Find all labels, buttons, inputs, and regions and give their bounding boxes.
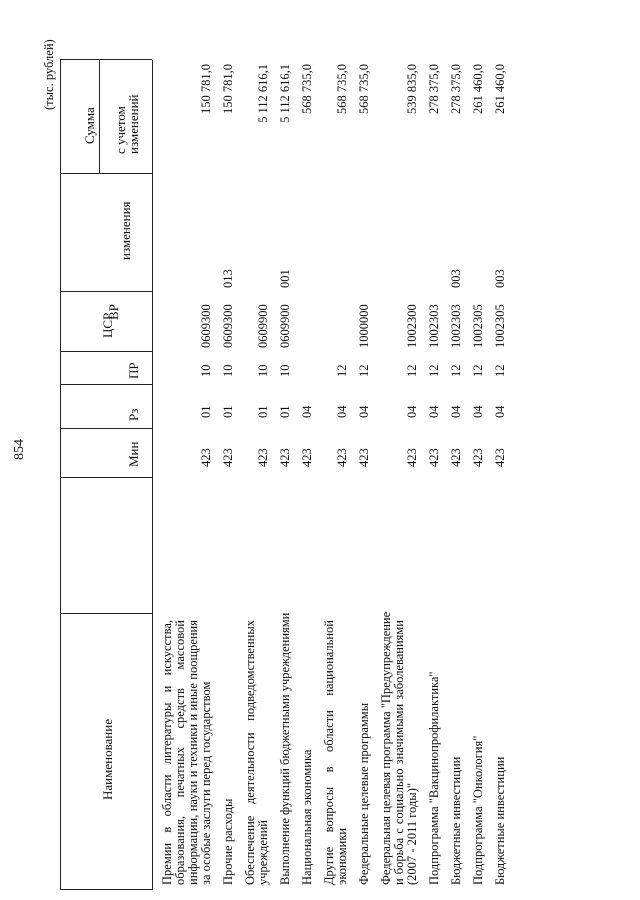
row-pr: 10 xyxy=(221,364,235,377)
row-name-line: Прочие расходы xyxy=(221,798,235,885)
row-total: 278 375,0 xyxy=(427,64,441,114)
header-min: Мин xyxy=(126,441,141,467)
row-name-line: Другие вопросы в области национальной xyxy=(322,620,336,885)
row-pr: 12 xyxy=(471,364,485,377)
row-csr: 1002300 xyxy=(405,304,419,348)
row-vr: 003 xyxy=(449,269,463,288)
units-label: (тыс. рублей) xyxy=(42,39,56,110)
row-pr: 12 xyxy=(357,364,371,377)
row-name xyxy=(450,620,463,885)
row-name xyxy=(222,620,235,885)
row-pr: 12 xyxy=(449,364,463,377)
row-name-line: Премии в области литературы и искусства, xyxy=(160,620,174,885)
row-name-line: учреждений xyxy=(256,820,270,885)
header-change: изменения xyxy=(118,201,133,260)
row-pr: 12 xyxy=(493,364,507,377)
row-name-line: Федеральная целевая программа "Предупреждение xyxy=(379,611,393,885)
header-with-change: с учетом изменений xyxy=(113,94,141,154)
row-total: 568 735,0 xyxy=(335,64,349,114)
row-total: 261 460,0 xyxy=(493,64,507,114)
page-number: 854 xyxy=(12,439,27,460)
row-min: 423 xyxy=(405,448,419,467)
row-csr: 1002305 xyxy=(471,304,485,348)
row-csr: 1000000 xyxy=(357,304,371,348)
row-name xyxy=(161,620,213,885)
row-csr: 1002303 xyxy=(427,304,441,348)
row-total: 539 835,0 xyxy=(405,64,419,114)
row-name-line: и борьба с социально значимыми заболеваниями xyxy=(392,620,406,885)
row-rz: 04 xyxy=(427,405,441,418)
row-name-line: Национальная экономика xyxy=(300,749,314,885)
row-pr: 12 xyxy=(405,364,419,377)
row-vr: 001 xyxy=(278,269,292,288)
row-min: 423 xyxy=(256,448,270,467)
row-total: 568 735,0 xyxy=(300,64,314,114)
row-name xyxy=(494,620,507,885)
row-name-line: Бюджетные инвестиции xyxy=(493,756,507,885)
row-total: 261 460,0 xyxy=(471,64,485,114)
row-min: 423 xyxy=(221,448,235,467)
row-min: 423 xyxy=(199,448,213,467)
row-name xyxy=(379,611,419,885)
row-csr: 0609300 xyxy=(199,304,213,348)
header-rz: Рз xyxy=(126,408,141,421)
row-rz: 01 xyxy=(278,405,292,418)
header-pr: ПР xyxy=(126,362,141,379)
row-name-line: (2007 - 2011 годы)" xyxy=(405,783,419,885)
row-name xyxy=(323,620,349,885)
header-vr: ВР xyxy=(106,304,121,320)
header-csr: ЦСР xyxy=(100,312,115,338)
header-name: Наименование xyxy=(100,719,115,800)
row-total: 278 375,0 xyxy=(449,64,463,114)
row-name xyxy=(278,612,292,885)
row-min: 423 xyxy=(449,448,463,467)
row-min: 423 xyxy=(335,448,349,467)
row-name-line: образования, печатных средств массовой xyxy=(173,620,187,885)
row-csr: 0609300 xyxy=(221,304,235,348)
row-csr: 0609900 xyxy=(256,304,270,348)
row-total: 150 781,0 xyxy=(221,64,235,114)
row-name xyxy=(472,620,485,885)
row-name-line: информации, науки и техники и иные поощрения xyxy=(186,620,200,885)
row-total: 150 781,0 xyxy=(199,64,213,114)
row-rz: 04 xyxy=(449,405,463,418)
row-name-line: экономики xyxy=(335,827,349,885)
row-total: 5 112 616,1 xyxy=(256,64,270,123)
row-name-line: Обеспечение деятельности подведомственных xyxy=(243,620,257,885)
row-csr: 1002303 xyxy=(449,304,463,348)
row-pr: 12 xyxy=(427,364,441,377)
row-min: 423 xyxy=(278,448,292,467)
row-rz: 01 xyxy=(221,405,235,418)
row-total: 5 112 616,1 xyxy=(278,64,292,123)
row-total: 568 735,0 xyxy=(357,64,371,114)
row-name-line: Подпрограмма "Онкология" xyxy=(471,735,485,885)
row-csr: 1002305 xyxy=(493,304,507,348)
row-name-line: Подпрограмма "Вакцинопрофилактика" xyxy=(427,671,441,885)
row-rz: 04 xyxy=(405,405,419,418)
row-min: 423 xyxy=(493,448,507,467)
row-min: 423 xyxy=(427,448,441,467)
header-sum: Сумма xyxy=(82,107,97,144)
row-rz: 04 xyxy=(493,405,507,418)
row-name xyxy=(428,620,441,885)
row-rz: 04 xyxy=(300,405,314,418)
row-name xyxy=(358,620,371,885)
row-name-line: Выполнение функций бюджетными учреждениями xyxy=(278,612,292,885)
row-pr: 10 xyxy=(199,364,213,377)
row-min: 423 xyxy=(357,448,371,467)
row-rz: 04 xyxy=(335,405,349,418)
row-name-line: Бюджетные инвестиции xyxy=(449,756,463,885)
row-vr: 013 xyxy=(221,269,235,288)
row-csr: 0609900 xyxy=(278,304,292,348)
row-min: 423 xyxy=(300,448,314,467)
row-pr: 12 xyxy=(335,364,349,377)
row-vr: 003 xyxy=(493,269,507,288)
row-name-line: за особые заслуги перед государством xyxy=(199,681,213,885)
row-name xyxy=(244,620,270,885)
row-pr: 10 xyxy=(278,364,292,377)
row-rz: 01 xyxy=(199,405,213,418)
row-rz: 04 xyxy=(357,405,371,418)
row-name-line: Федеральные целевые программы xyxy=(357,702,371,885)
row-pr: 10 xyxy=(256,364,270,377)
row-name xyxy=(301,620,314,885)
row-rz: 01 xyxy=(256,405,270,418)
row-rz: 04 xyxy=(471,405,485,418)
row-min: 423 xyxy=(471,448,485,467)
